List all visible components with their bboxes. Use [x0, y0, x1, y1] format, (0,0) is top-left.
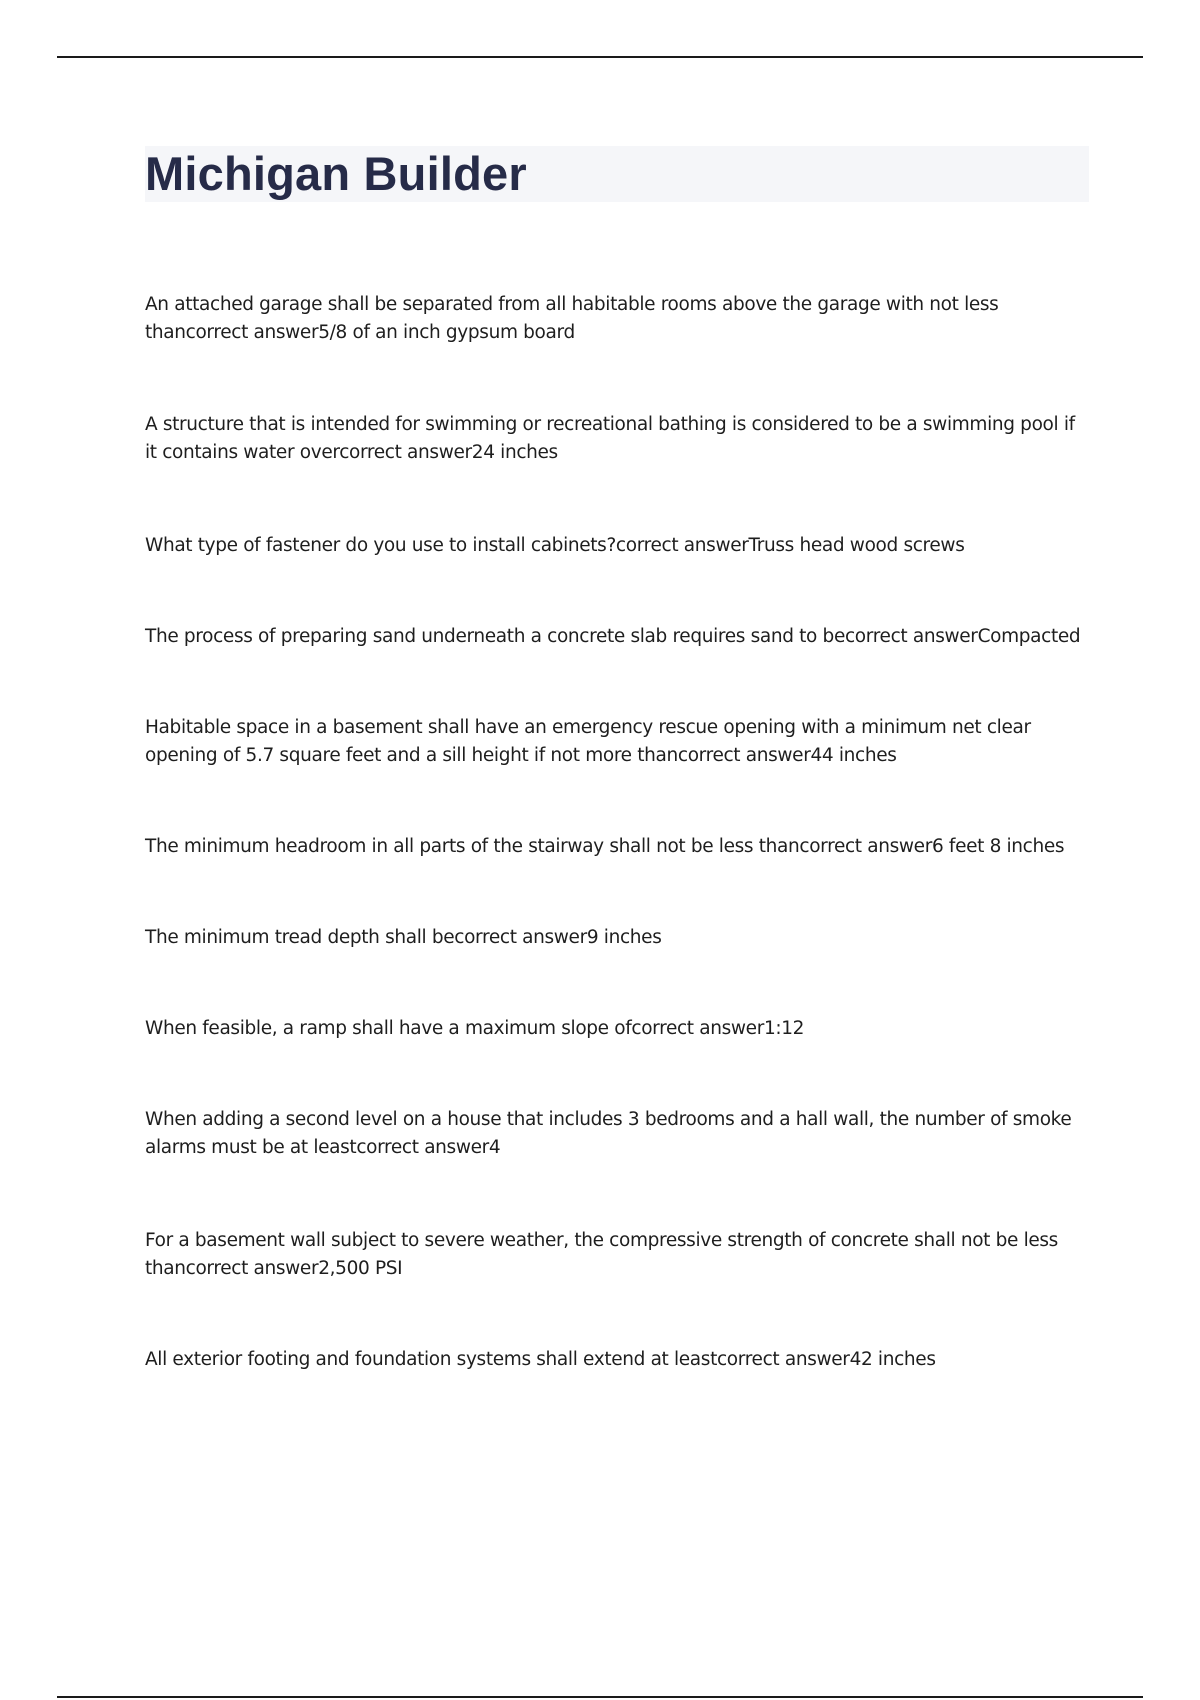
qa-item-8: When feasible, a ramp shall have a maximum slope ofcorrect answer1:12: [145, 1018, 805, 1039]
top-divider: [57, 56, 1143, 58]
qa-item-7: The minimum tread depth shall becorrect answer9 inches: [145, 927, 662, 948]
qa-item-1: An attached garage shall be separated from all habitable rooms above the garage with not less thancorrect answer5/8 of an inch gypsum board: [145, 294, 999, 343]
qa-item-2: A structure that is intended for swimming or recreational bathing is considered to be a swimming pool if it contains water overcorrect answer24 inches: [145, 414, 1075, 463]
qa-item-5: Habitable space in a basement shall have an emergency rescue opening with a minimum net clear opening of 5.7 square feet and a sill height if not more thancorrect answer44 inches: [145, 717, 1031, 766]
bottom-divider: [57, 1696, 1143, 1698]
qa-item-3: What type of fastener do you use to install cabinets?correct answerTruss head wood screws: [145, 535, 965, 556]
qa-item-10: For a basement wall subject to severe weather, the compressive strength of concrete shall not be less thancorrect answer2,500 PSI: [145, 1230, 1058, 1279]
page-title: Michigan Builder: [145, 147, 527, 200]
qa-item-11: All exterior footing and foundation systems shall extend at leastcorrect answer42 inches: [145, 1349, 936, 1370]
qa-item-4: The process of preparing sand underneath a concrete slab requires sand to becorrect answerCompacted: [145, 626, 1081, 647]
qa-item-9: When adding a second level on a house that includes 3 bedrooms and a hall wall, the number of smoke alarms must be at leastcorrect answer4: [145, 1109, 1072, 1158]
qa-item-6: The minimum headroom in all parts of the stairway shall not be less thancorrect answer6 feet 8 inches: [145, 836, 1065, 857]
